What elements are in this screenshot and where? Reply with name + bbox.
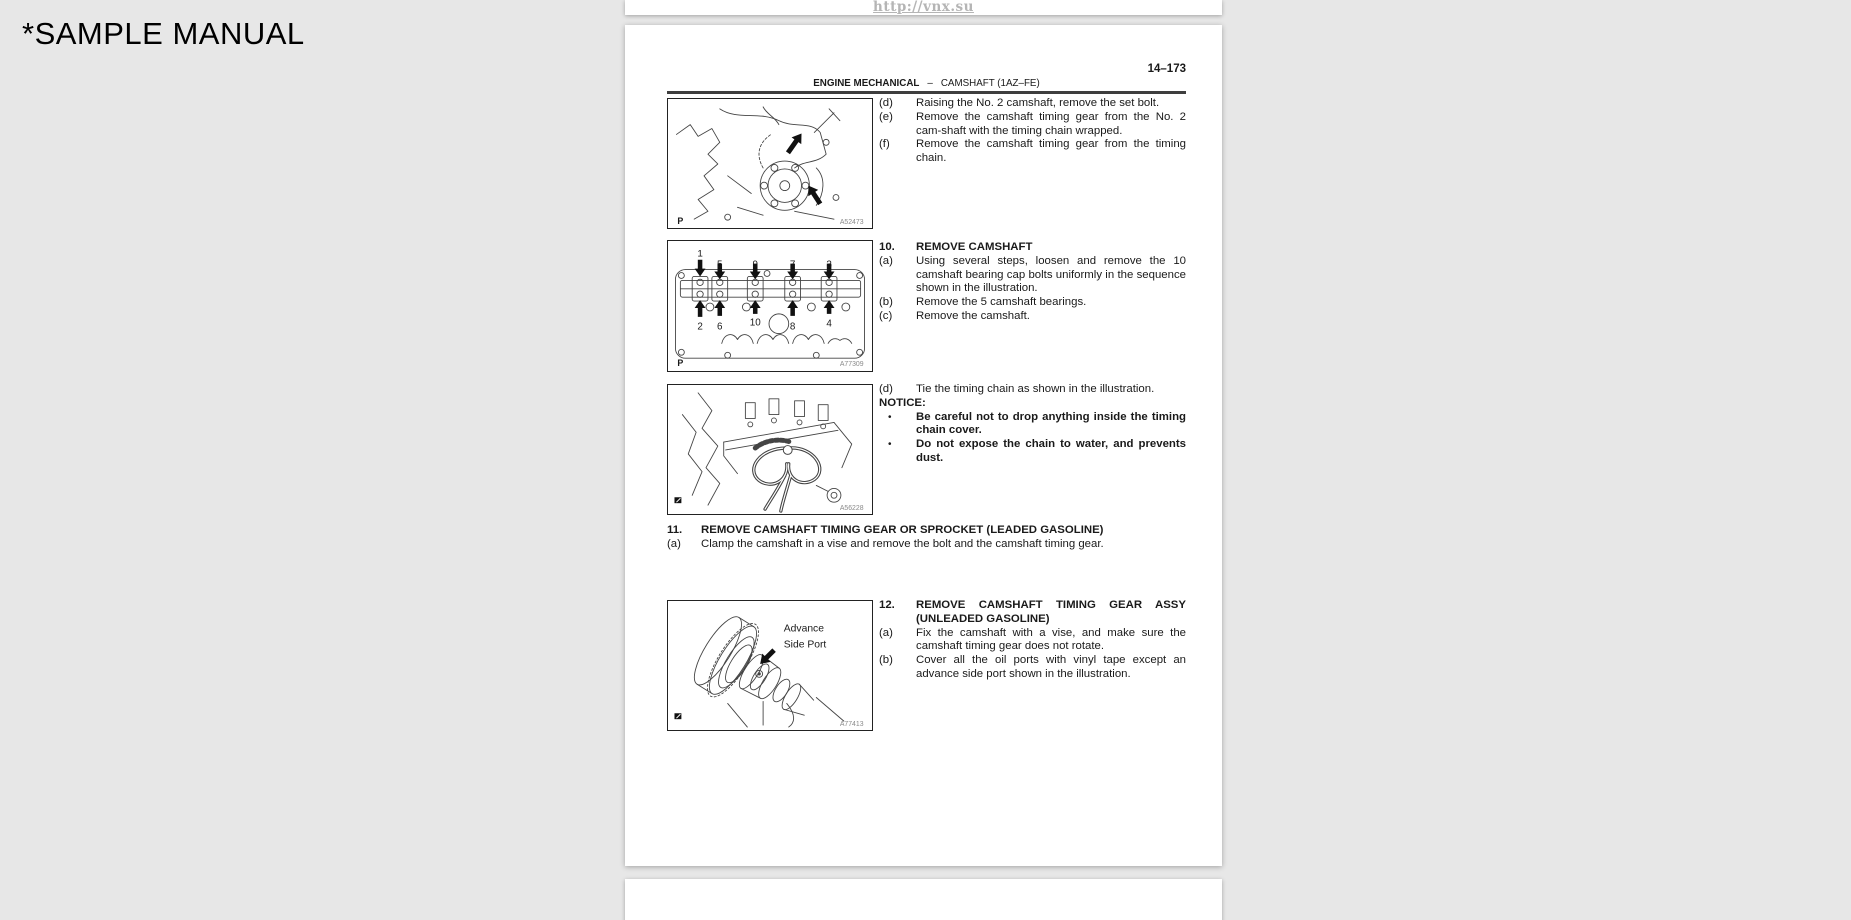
- step-label: (a): [879, 254, 893, 267]
- step-row: [879, 111, 1186, 139]
- camshaft-bolt-sequence-illustration: [668, 241, 872, 371]
- step-row: [879, 627, 1186, 655]
- figure-corner-mark: P: [677, 358, 684, 369]
- step-label: (c): [879, 309, 893, 322]
- bullet-icon: •: [888, 439, 892, 451]
- notice-bullet-row: [879, 438, 1186, 466]
- step-label: (f): [879, 138, 890, 151]
- step-row: [879, 97, 1186, 111]
- step-text: Remove the camshaft timing gear from the No. 2 cam-shaft with the timing chain wrapped.: [916, 110, 1186, 137]
- seq-number: 6: [717, 321, 723, 333]
- step-text: Raising the No. 2 camshaft, remove the set bolt.: [916, 97, 1160, 109]
- step-text: Tie the timing chain as shown in the illustration.: [916, 383, 1155, 395]
- sample-manual-label: *SAMPLE MANUAL: [22, 16, 305, 51]
- section-10: [879, 241, 1186, 324]
- running-header: [667, 78, 1186, 89]
- seq-number: 4: [826, 318, 832, 330]
- section-heading: [879, 599, 1186, 627]
- step-label: (a): [667, 537, 681, 550]
- section-title: REMOVE CAMSHAFT: [916, 241, 1033, 253]
- step-text: Using several steps, loosen and remove the 10 camshaft bearing cap bolts uniformly in the sequence shown in the illustration.: [916, 254, 1186, 295]
- step-label: (d): [879, 97, 893, 109]
- step-text: Remove the camshaft.: [916, 309, 1030, 322]
- arrow-up-left-icon: [803, 182, 825, 207]
- step-label: (e): [879, 110, 893, 123]
- figure-a52473: [667, 98, 873, 229]
- watermark-url: http://vnx.su: [873, 0, 974, 15]
- seq-number: 1: [697, 248, 703, 260]
- page-number: 14–173: [1147, 63, 1186, 75]
- camera-mark-icon: [674, 713, 681, 719]
- step-text: Remove the 5 camshaft bearings.: [916, 296, 1087, 309]
- notice-text: Be careful not to drop anything inside the timing chain cover.: [916, 410, 1186, 437]
- section-heading: [667, 524, 1187, 538]
- step-label: (b): [879, 654, 893, 667]
- step-row: [879, 138, 1186, 166]
- step-row: [879, 310, 1186, 324]
- page-next-partial: [625, 879, 1222, 920]
- step-text: Fix the camshaft with a vise, and make sure the camshaft timing gear does not rotate.: [916, 626, 1186, 653]
- bullet-icon: •: [888, 411, 892, 423]
- notice-text: Do not expose the chain to water, and prevents dust.: [916, 438, 1186, 464]
- header-rule: [667, 91, 1186, 94]
- figure-label: A56228: [839, 505, 864, 513]
- step-row: [667, 538, 1187, 552]
- step-row: [879, 255, 1186, 296]
- seq-number: 5: [717, 259, 723, 271]
- figure-label: A77309: [839, 361, 864, 369]
- notice-bullet-row: [879, 411, 1186, 439]
- step-list-def: [879, 97, 1186, 166]
- section-number: 10.: [879, 241, 895, 253]
- arrow-up-right-icon: [783, 130, 806, 156]
- seq-number: 8: [789, 321, 796, 333]
- figure-label: A77413: [839, 721, 864, 729]
- step-label: (a): [879, 626, 893, 639]
- header-dash: –: [927, 78, 933, 89]
- seq-number: 2: [697, 321, 703, 333]
- section-12: [879, 599, 1186, 682]
- step-text: Clamp the camshaft in a vise and remove the bolt and the camshaft timing gear.: [701, 537, 1104, 550]
- seq-number: 7: [789, 259, 796, 271]
- step-text: Remove the camshaft timing gear from the timing chain.: [916, 138, 1186, 165]
- rope-bow: [754, 446, 820, 511]
- seq-number: 9: [752, 259, 758, 271]
- section-title: REMOVE CAMSHAFT TIMING GEAR OR SPROCKET (LEADED GASOLINE): [701, 524, 1104, 536]
- section-number: 12.: [879, 599, 895, 611]
- figure-corner-mark: P: [677, 216, 684, 227]
- section-heading: [879, 241, 1186, 255]
- camera-mark-icon: [674, 497, 681, 503]
- figure-a77413: [667, 600, 873, 731]
- sequence-arrows: [695, 260, 835, 317]
- step-row: [879, 654, 1186, 682]
- header-topic: CAMSHAFT (1AZ–FE): [940, 78, 1040, 89]
- manual-page: [625, 25, 1222, 866]
- page-previous-partial: [625, 0, 1222, 15]
- section-11: [667, 524, 1187, 552]
- callout-side-port: Side Port: [783, 639, 827, 651]
- engine-timing-gear-illustration: [668, 99, 872, 228]
- notice-block: [879, 383, 1186, 466]
- figure-label: A52473: [839, 219, 864, 227]
- seq-number: 10: [749, 317, 761, 329]
- tied-chain-illustration: [668, 385, 872, 514]
- section-title: REMOVE CAMSHAFT TIMING GEAR ASSY (UNLEADED GASOLINE): [916, 599, 1186, 625]
- step-text: Cover all the oil ports with vinyl tape except an advance side port shown in the illustration.: [916, 654, 1186, 680]
- notice-title: NOTICE:: [879, 396, 926, 409]
- header-section: ENGINE MECHANICAL: [813, 78, 920, 89]
- timing-gear-port-illustration: [668, 601, 872, 730]
- step-row: [879, 296, 1186, 310]
- step-label: (d): [879, 383, 893, 395]
- section-number: 11.: [667, 524, 683, 536]
- step-row: [879, 383, 1186, 397]
- figure-a56228: [667, 384, 873, 515]
- figure-a77309: [667, 240, 873, 372]
- step-label: (b): [879, 296, 893, 309]
- seq-number: 3: [826, 259, 832, 271]
- callout-advance: Advance: [783, 623, 824, 635]
